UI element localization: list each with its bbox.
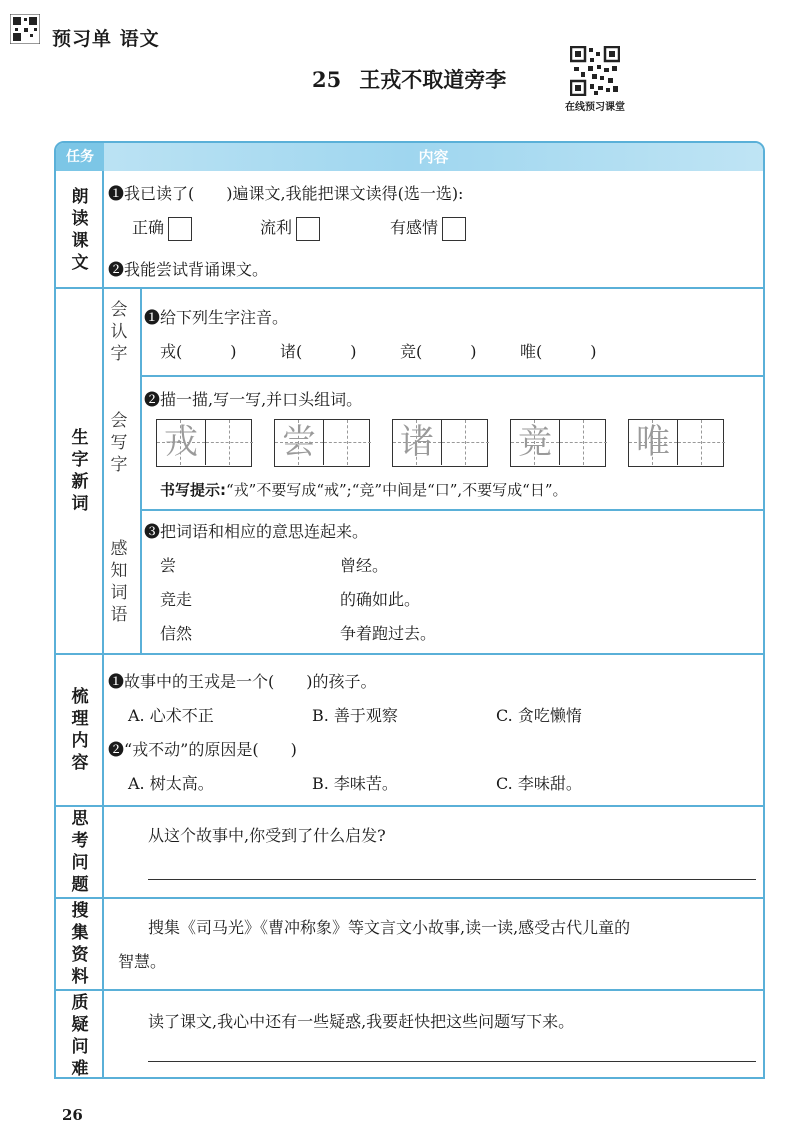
- question-prompt: 读了课文,我心中还有一些疑惑,我要赶快把这些问题写下来。: [148, 1012, 575, 1031]
- match-meaning-3[interactable]: 争着跑过去。: [340, 624, 437, 643]
- reading-q2: ❷我能尝试背诵课文。: [108, 260, 269, 279]
- header-task: 任务: [56, 143, 104, 171]
- row-divider: [140, 509, 765, 511]
- header-content: 内容: [418, 148, 449, 166]
- lesson-title-text: 王戎不取道旁李: [359, 68, 507, 92]
- collect-text-line1: 搜集《司马光》《曹冲称象》等文言文小故事,读一读,感受古代儿童的: [148, 918, 631, 937]
- q1-option-c[interactable]: C. 贪吃懒惰: [496, 706, 582, 725]
- lesson-number: 25: [312, 67, 342, 92]
- subtask-write: 会 写 字: [110, 411, 128, 475]
- think-question: 从这个故事中,你受到了什么启发?: [148, 826, 386, 845]
- row-divider: [56, 287, 763, 289]
- row-divider: [56, 805, 763, 807]
- pinyin-blank-1[interactable]: 戎( ): [160, 342, 237, 361]
- tianzige-box-1[interactable]: 戎: [156, 419, 252, 467]
- sort-q2: ❷“戎不动”的原因是( ): [108, 740, 297, 759]
- perceive-question: ❸把词语和相应的意思连起来。: [144, 522, 369, 541]
- task-new-words: 生 字 新 词: [71, 428, 89, 514]
- match-meaning-1[interactable]: 曾经。: [340, 556, 389, 575]
- task-sort-content: 梳 理 内 容: [71, 687, 89, 773]
- match-word-3[interactable]: 信然: [160, 624, 193, 643]
- lesson-title: [312, 64, 506, 94]
- q1-option-b[interactable]: B. 善于观察: [312, 706, 398, 725]
- subtask-column-divider: [140, 289, 142, 653]
- match-word-2[interactable]: 竞走: [160, 590, 193, 609]
- tianzige-box-4[interactable]: 竞: [510, 419, 606, 467]
- q2-option-c[interactable]: C. 李味甜。: [496, 774, 582, 793]
- reading-q1: ❶我已读了( )遍课文,我能把课文读得(选一选):: [108, 184, 464, 203]
- page-number: 26: [62, 1106, 83, 1124]
- tianzige-row: [156, 419, 756, 467]
- subtask-perceive: 感 知 词 语: [110, 539, 128, 625]
- pinyin-blank-3[interactable]: 竞( ): [400, 342, 477, 361]
- pinyin-blank-4[interactable]: 唯( ): [520, 342, 597, 361]
- q2-option-b[interactable]: B. 李味苦。: [312, 774, 398, 793]
- match-word-1[interactable]: 尝: [160, 556, 177, 575]
- writing-tip: [160, 479, 568, 500]
- tianzige-box-2[interactable]: 尝: [274, 419, 370, 467]
- recognize-question: ❶给下列生字注音。: [144, 308, 289, 327]
- match-meaning-2[interactable]: 的确如此。: [340, 590, 421, 609]
- online-class-qr[interactable]: [550, 46, 640, 113]
- task-reading: 朗 读 课 文: [71, 187, 89, 273]
- option-emotional[interactable]: 有感情: [390, 215, 466, 241]
- q1-option-a[interactable]: A. 心术不正: [128, 706, 214, 725]
- subtask-recognize: 会 认 字: [110, 300, 128, 364]
- question-answer-line[interactable]: [148, 1061, 756, 1062]
- task-question: 质 疑 问 难: [71, 993, 89, 1079]
- writing-tip-text: “戎”不要写成“戒”;“竞”中间是“口”,不要写成“日”。: [226, 481, 568, 499]
- preview-sheet: [54, 141, 765, 1079]
- row-divider: [140, 375, 765, 377]
- checkbox-emotional[interactable]: [442, 217, 466, 241]
- qr-label: 在线预习课堂: [565, 102, 625, 113]
- table-header: [56, 143, 763, 171]
- row-divider: [56, 653, 763, 655]
- tianzige-box-3[interactable]: 诸: [392, 419, 488, 467]
- writing-tip-label: 书写提示:: [160, 481, 226, 499]
- book-label: 预习单 语文: [52, 28, 160, 50]
- corner-qr-code: [10, 14, 40, 44]
- think-answer-line[interactable]: [148, 879, 756, 880]
- write-question: ❷描一描,写一写,并口头组词。: [144, 390, 363, 409]
- checkbox-fluent[interactable]: [296, 217, 320, 241]
- q2-option-a[interactable]: A. 树太高。: [128, 774, 214, 793]
- row-divider: [56, 897, 763, 899]
- row-divider: [56, 989, 763, 991]
- pinyin-blank-2[interactable]: 诸( ): [280, 342, 357, 361]
- task-collect: 搜 集 资 料: [71, 901, 89, 987]
- tianzige-box-5[interactable]: 唯: [628, 419, 724, 467]
- sort-q1: ❶故事中的王戎是一个( )的孩子。: [108, 672, 377, 691]
- option-fluent[interactable]: 流利: [260, 215, 320, 241]
- checkbox-correct[interactable]: [168, 217, 192, 241]
- collect-text-line2: 智慧。: [118, 952, 167, 971]
- task-think: 思 考 问 题: [71, 809, 89, 895]
- option-correct[interactable]: 正确: [132, 215, 192, 241]
- qr-code-icon: [570, 46, 620, 96]
